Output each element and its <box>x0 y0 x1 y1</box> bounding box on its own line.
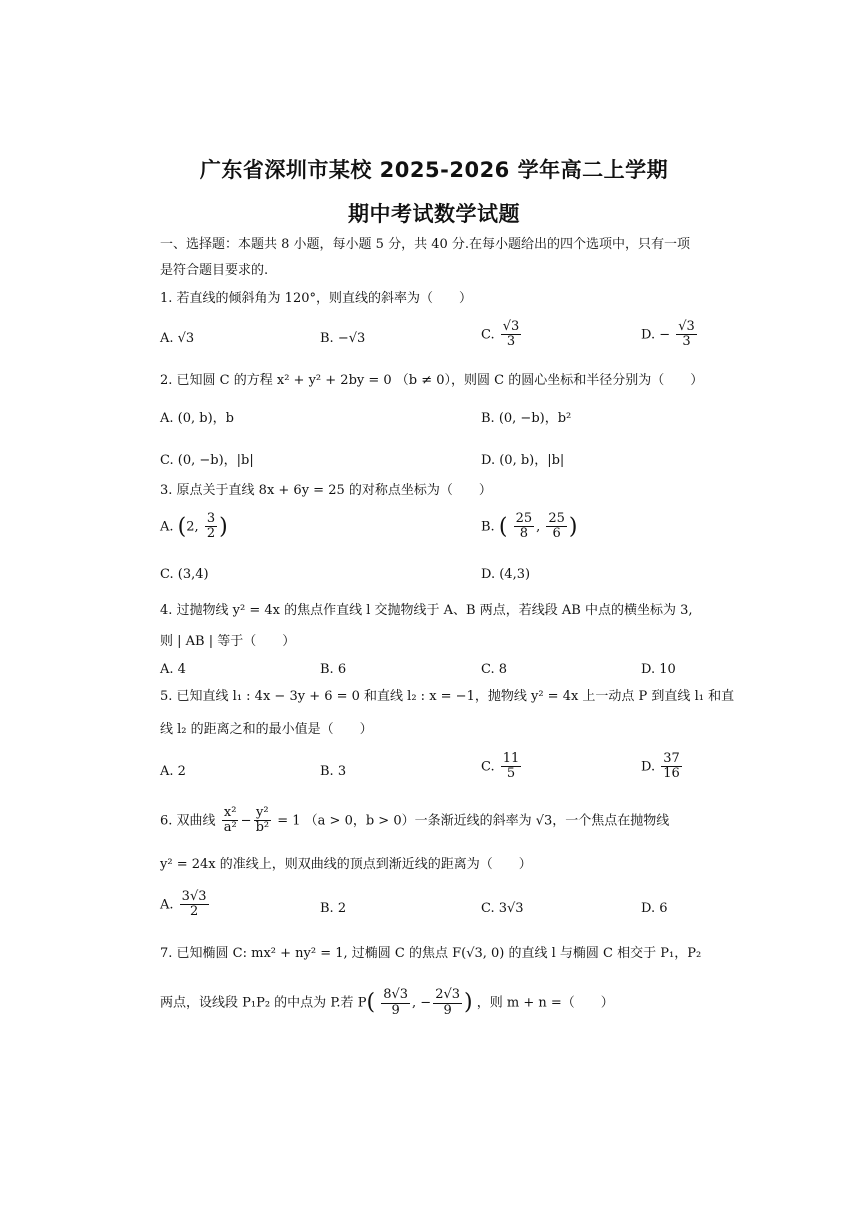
q3-option-b-rparen: ) <box>568 514 578 540</box>
q4-stem-line2: 则 | AB | 等于（ ） <box>160 634 296 649</box>
q3-option-b-label: B. <box>481 519 495 535</box>
q1-option-a: A. √3 <box>160 331 195 346</box>
q7-fraction2 <box>433 988 462 1018</box>
q1-option-c-num: √3 <box>502 319 520 334</box>
q2-option-b: B. (0, −b)，b² <box>481 411 572 426</box>
q5-option-d-fraction <box>661 752 682 782</box>
q6-option-a-fraction <box>180 890 209 920</box>
q5-option-d <box>641 752 684 782</box>
q6-fraction-x-den: a² <box>223 820 237 836</box>
q5-stem-line1: 5. 已知直线 l₁ : 4x − 3y + 6 = 0 和直线 l₂ : x = −1，抛物线 y² = 4x 上一动点 P 到直线 l₁ 和直 <box>160 689 735 704</box>
q7-stem-line2: 两点，设线段 P₁P₂ 的中点为 P.若 P( $\frac{8√3}{9}$ , − $\frac{2√3}{9}$ ) ，则 m + n =（ ） <box>160 987 614 1018</box>
q3-option-b-den1: 8 <box>519 526 528 542</box>
q3-option-a-label: A. <box>160 519 174 535</box>
q5-option-c-fraction <box>501 752 522 782</box>
q4-option-c: C. 8 <box>481 662 508 677</box>
q1-option-d-label: D. − <box>641 327 671 343</box>
q5-option-b: B. 3 <box>320 764 347 779</box>
q6-stem-pre: 6. 双曲线 <box>160 813 216 829</box>
q1-option-d-num: √3 <box>678 319 695 334</box>
q7-fraction2-den: 9 <box>443 1002 452 1018</box>
q2-stem: 2. 已知圆 C 的方程 x² + y² + 2by = 0 （b ≠ 0），则圆 C 的圆心坐标和半径分别为（ ） <box>160 373 704 388</box>
q6-stem-line1: 6. 双曲线 $\frac{\text{x²}}{\text{a²}}$ − $\frac{\text{y²}}{\text{b²}}$ = 1 （a > 0，b > 0）一条渐近线的斜率为 √3，一个焦点在抛物线 <box>160 805 670 836</box>
q3-stem: 3. 原点关于直线 8x + 6y = 25 的对称点坐标为（ ） <box>160 483 492 498</box>
q2-option-d: D. (0, b)，|b| <box>481 453 565 468</box>
q6-fraction-y-num: y² <box>256 805 269 820</box>
exam-title-line2: 期中考试数学试题 <box>348 202 520 226</box>
q6-option-a-num: 3√3 <box>181 889 207 904</box>
q7-stem-pre: 两点，设线段 P₁P₂ 的中点为 P.若 P <box>160 995 367 1011</box>
q6-option-b: B. 2 <box>320 901 347 916</box>
q1-option-b: B. −√3 <box>320 331 366 346</box>
q1-option-c-fraction <box>501 320 522 350</box>
q6-option-a-label: A. <box>160 897 174 913</box>
q3-option-b-num2: 25 <box>548 511 565 526</box>
q3-option-a <box>160 512 228 542</box>
q7-fraction2-num: 2√3 <box>435 987 461 1003</box>
q3-option-a-fraction <box>205 512 217 542</box>
q5-option-d-num: 37 <box>663 751 680 766</box>
q3-option-a-pre: 2, <box>186 519 199 535</box>
q1-stem: 1. 若直线的倾斜角为 120°，则直线的斜率为（ ） <box>160 291 472 306</box>
q3-option-b-fraction2 <box>546 512 567 542</box>
q6-option-c: C. 3√3 <box>481 901 524 916</box>
q1-option-c <box>481 320 523 350</box>
q7-fraction1-num: 8√3 <box>383 987 409 1003</box>
q2-option-a: A. (0, b)，b <box>160 411 234 426</box>
q1-option-c-den: 3 <box>506 334 516 350</box>
q7-rparen: ) <box>464 990 473 1015</box>
q3-option-a-den: 2 <box>206 526 216 542</box>
section-instruction-line2: 是符合题目要求的. <box>160 263 269 278</box>
q1-option-d <box>641 320 699 350</box>
q6-fraction-x-num: x² <box>223 805 237 820</box>
q3-option-b-fraction1 <box>514 512 535 542</box>
q5-option-a: A. 2 <box>160 764 186 779</box>
q1-option-d-fraction <box>676 320 697 350</box>
q5-option-d-den: 16 <box>663 766 680 782</box>
q3-option-b-den2: 6 <box>552 526 561 542</box>
q6-fraction-x <box>222 806 239 836</box>
q5-option-c-num: 11 <box>502 751 520 766</box>
q7-stem-line1: 7. 已知椭圆 C: mx² + ny² = 1, 过椭圆 C 的焦点 F(√3, 0) 的直线 l 与椭圆 C 相交于 P₁，P₂ <box>160 946 702 961</box>
q3-option-c: C. (3,4) <box>160 567 209 582</box>
q4-option-b: B. 6 <box>320 662 347 677</box>
q7-stem-post: ，则 m + n =（ ） <box>476 995 614 1011</box>
q4-option-d: D. 10 <box>641 662 676 677</box>
q7-fraction1-den: 9 <box>391 1002 400 1018</box>
q6-fraction-y <box>254 806 272 836</box>
q5-option-c-label: C. <box>481 759 495 775</box>
q5-option-c <box>481 752 523 782</box>
section-instruction-line1: 一、选择题：本题共 8 小题，每小题 5 分，共 40 分.在每小题给出的四个选项中，只有一项 <box>160 237 691 252</box>
q6-stem-line2: y² = 24x 的准线上，则双曲线的顶点到渐近线的距离为（ ） <box>160 857 532 872</box>
exam-title-line1: 广东省深圳市某校 2025-2026 学年高二上学期 <box>199 158 669 182</box>
q6-fraction-y-den: b² <box>255 820 270 836</box>
q4-option-a: A. 4 <box>160 662 186 677</box>
q7-fraction1 <box>381 988 410 1018</box>
q3-option-d: D. (4,3) <box>481 567 531 582</box>
q5-option-d-label: D. <box>641 759 656 775</box>
q2-option-c: C. (0, −b)，|b| <box>160 453 254 468</box>
q6-option-a-den: 2 <box>189 904 199 920</box>
q6-option-a <box>160 890 211 920</box>
q5-option-c-den: 5 <box>506 766 516 782</box>
q3-option-b: B. ( $\frac{25}{8}$ , $\frac{25}{6}$ ) <box>481 511 578 542</box>
q1-option-d-den: 3 <box>682 334 691 350</box>
q5-stem-line2: 线 l₂ 的距离之和的最小值是（ ） <box>160 722 373 737</box>
q4-stem-line1: 4. 过抛物线 y² = 4x 的焦点作直线 l 交抛物线于 A、B 两点，若线段 AB 中点的横坐标为 3, <box>160 603 693 618</box>
q3-option-b-lparen: ( <box>498 514 508 540</box>
q3-option-a-rparen: ) <box>219 514 228 540</box>
q7-lparen: ( <box>366 990 376 1015</box>
q6-option-d: D. 6 <box>641 901 668 916</box>
q3-option-a-lparen: ( <box>177 514 187 540</box>
q1-option-c-label: C. <box>481 327 495 343</box>
q6-stem-post: = 1 （a > 0，b > 0）一条渐近线的斜率为 √3，一个焦点在抛物线 <box>277 813 670 829</box>
q3-option-a-num: 3 <box>206 511 216 526</box>
q3-option-b-num1: 25 <box>515 511 533 526</box>
